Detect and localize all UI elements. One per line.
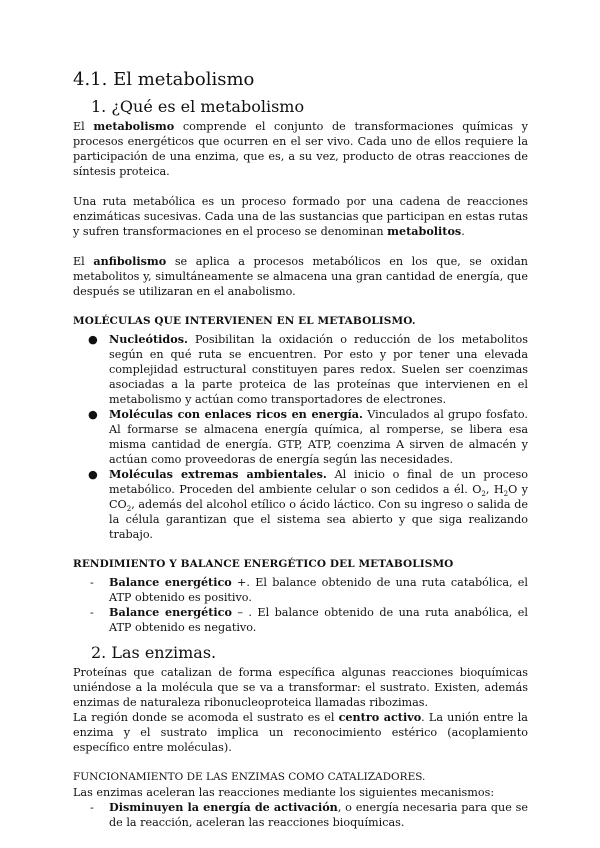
list-item-term: Moléculas con enlaces ricos en energía. (109, 407, 363, 421)
term-anfibolismo: anfibolismo (93, 254, 167, 268)
list-item-text: – . El balance obtenido de una ruta anabólica, el ATP obtenido es negativo. (109, 606, 528, 634)
dash-icon: - (90, 576, 94, 589)
subscript: 2 (481, 490, 486, 499)
yield-list (73, 575, 528, 635)
list-item-text: , o energía necesaria para que se de la reacción, aceleran las reacciones bioquímicas. (109, 801, 528, 829)
dash-icon: - (90, 606, 94, 619)
text-run: El (73, 255, 94, 268)
list-item-text: Al inicio o final de un proceso metabólico. Proceden del ambiente celular o son cedidos a él. O (109, 468, 528, 496)
bullet-icon: ● (88, 333, 98, 346)
list-item-text: Vinculados al grupo fosfato. Al formarse se almacena energía química, al romperse, se libera esa misma cantidad de energía. GTP, ATP, coenzima A sirven de almacén y actúan como proveedoras de energía según las necesidades. (109, 408, 528, 466)
paragraph-ruta-metabolica (73, 194, 528, 239)
list-item-term: Disminuyen la energía de activación (109, 800, 338, 814)
func-list (73, 800, 528, 830)
list-item-text: , H (485, 483, 504, 496)
list-item (73, 800, 528, 830)
list-item (73, 332, 528, 407)
subscript: 2 (503, 490, 509, 499)
paragraph-enzimas: Proteínas que catalizan de forma específica algunas reacciones bioquímicas uniéndose a la molécula que se va a transformar: el sustrato. Existen, además enzimas de naturaleza ribonucleoproteica llamadas ribozimas. (73, 666, 528, 709)
list-item (73, 407, 528, 467)
list-item (73, 605, 528, 635)
paragraph-centro-activo (73, 710, 528, 755)
heading-que-es-metabolismo: 1. ¿Qué es el metabolismo (91, 97, 305, 116)
text-run: . (461, 225, 465, 238)
list-item (73, 575, 528, 605)
subscript: 2 (126, 505, 132, 514)
heading-rendimiento: RENDIMIENTO Y BALANCE ENERGÉTICO DEL METABOLISMO (73, 558, 454, 570)
list-item-text: O y CO (109, 483, 528, 511)
list-item-term: Nucleótidos. (109, 332, 188, 346)
text-run: se aplica a procesos metabólicos en los que, se oxidan metabolitos y, simultáneamente se almacena una gran cantidad de energía, que después se utilizaran en el anabolismo. (73, 255, 528, 298)
list-item-term: Balance energético (109, 605, 232, 619)
bullet-icon: ● (88, 468, 98, 481)
section-title: 4.1. El metabolismo (73, 69, 255, 90)
heading-moleculas: MOLÉCULAS QUE INTERVIENEN EN EL METABOLISMO. (73, 315, 416, 327)
paragraph-func-intro: Las enzimas aceleran las reacciones mediante los siguientes mecanismos: (73, 786, 495, 799)
heading-enzimas: 2. Las enzimas. (91, 643, 217, 662)
list-item (73, 467, 528, 542)
paragraph-metabolismo (73, 119, 528, 179)
term-metabolismo: metabolismo (93, 119, 175, 133)
term-centro-activo: centro activo (338, 710, 422, 724)
list-item-text: , además del alcohol etílico o ácido láctico. Con su ingreso o salida de la célula garantizan que el sistema sea abierto y que siga realizando trabajo. (109, 498, 528, 541)
bullet-icon: ● (88, 408, 98, 421)
list-item-term: Moléculas extremas ambientales. (109, 467, 327, 481)
paragraph-anfibolismo (73, 254, 528, 299)
text-run: El (73, 120, 94, 133)
dash-icon: - (90, 801, 94, 814)
text-run: . La unión entre la enzima y el sustrato implica un reconocimiento estérico (acoplamiento específico entre moléculas). (73, 711, 528, 754)
list-item-text: +. El balance obtenido de una ruta catabólica, el ATP obtenido es positivo. (109, 576, 528, 604)
heading-funcionamiento: FUNCIONAMIENTO DE LAS ENZIMAS COMO CATALIZADORES. (73, 771, 426, 783)
term-metabolitos: metabolitos (387, 224, 462, 238)
list-item-text: Posibilitan la oxidación o reducción de los metabolitos según en qué ruta se encuentren. Por esto y por tener una elevada complejidad estructural constituyen pares redox. Suelen ser coenzimas asociadas a la parte proteica de las proteínas que intervienen en el metabolismo y actúan como transportadores de electrones. (109, 333, 528, 406)
molecules-list (73, 332, 528, 542)
text-run: comprende el conjunto de transformaciones químicas y procesos energéticos que ocurren en el ser vivo. Cada uno de ellos requiere la participación de una enzima, que es, a su vez, producto de otras reacciones de síntesis proteica. (73, 120, 528, 178)
list-item-term: Balance energético (109, 575, 232, 589)
text-run: La región donde se acomoda el sustrato es el (73, 711, 339, 724)
text-run: Una ruta metabólica es un proceso formado por una cadena de reacciones enzimáticas sucesivas. Cada una de las sustancias que participan en estas rutas y sufren transformaciones en el proceso se denominan (73, 195, 528, 238)
